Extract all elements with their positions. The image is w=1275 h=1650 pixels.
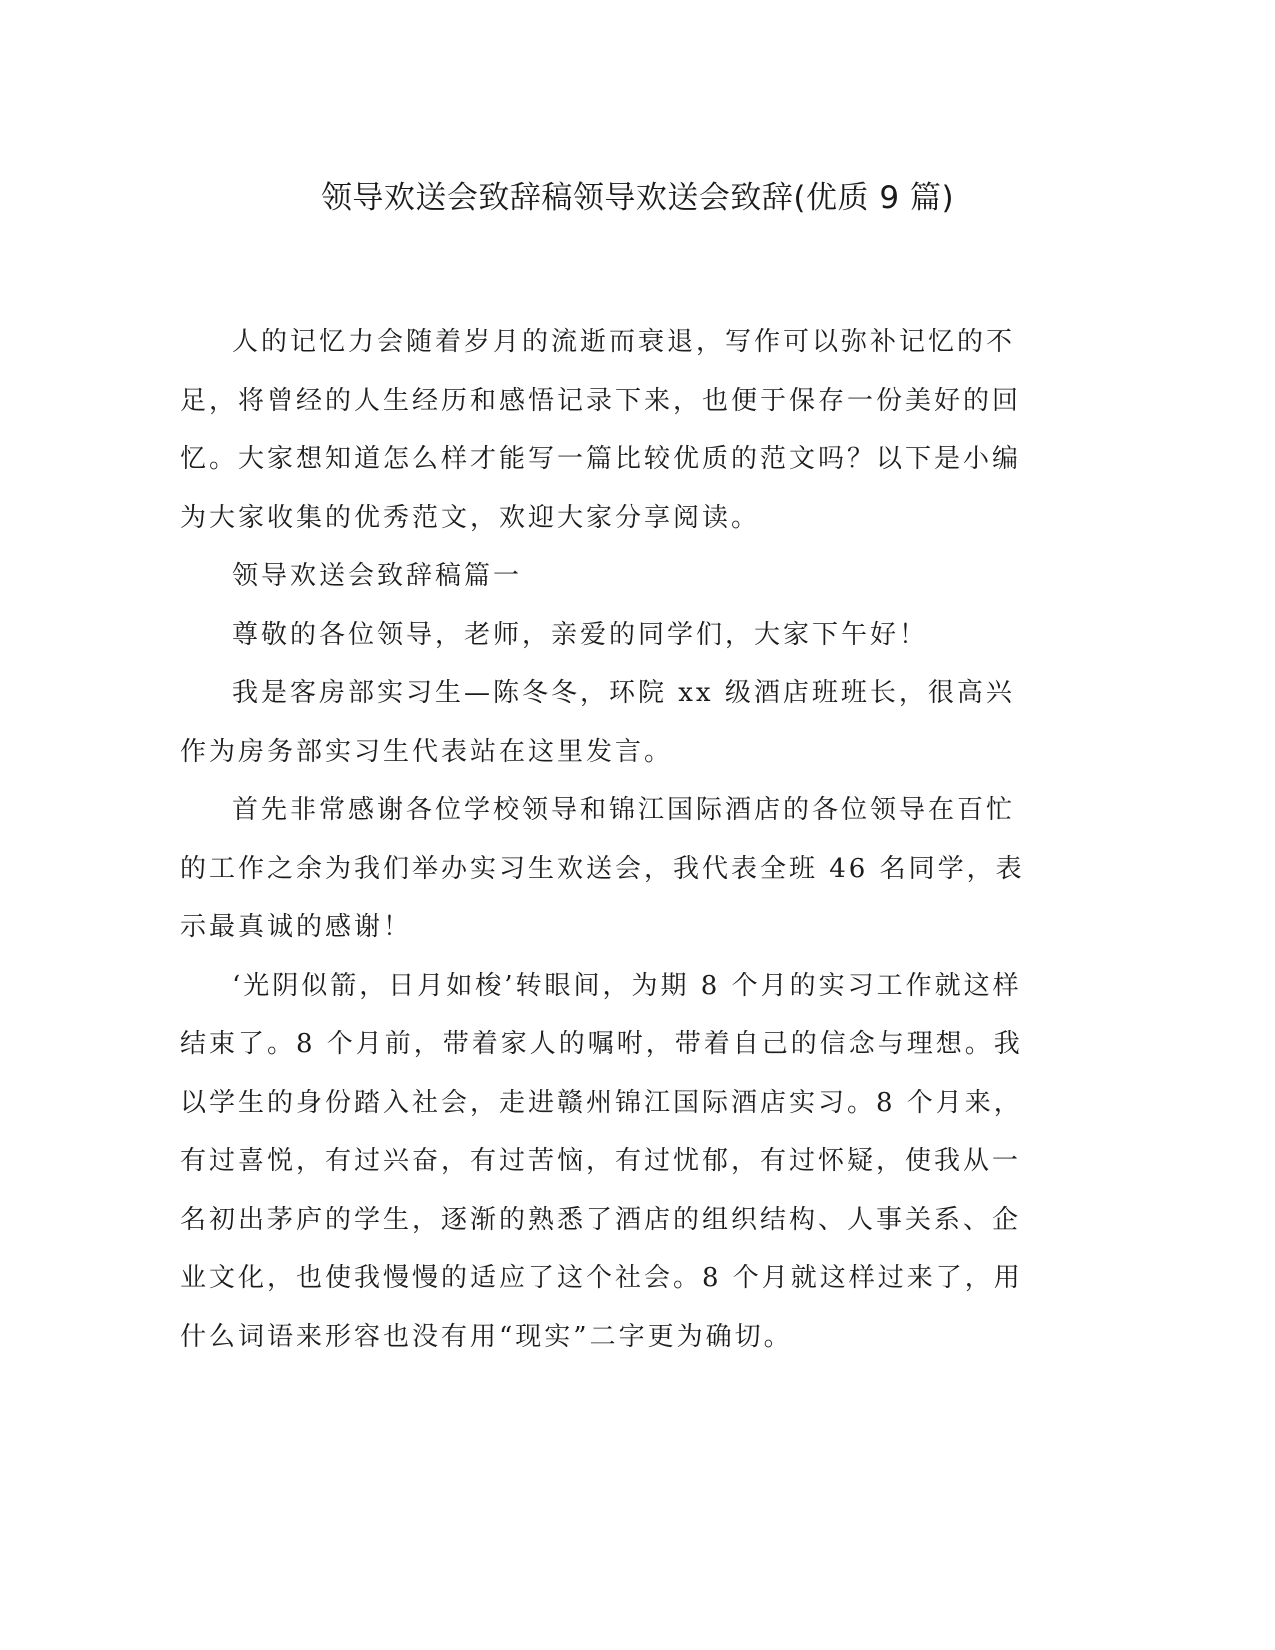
salutation-paragraph: 尊敬的各位领导，老师，亲爱的同学们，大家下午好！ [232,619,929,650]
reflection-paragraph: ‘光阴似箭，日月如梭’转眼间，为期 8 个月的实习工作就这样结束了。8 个月前，带着家人的嘱咐，带着自己的信念与理想。我以学生的身份踏入社会，走进赣州锦江国际酒店实习。8 个月来，有过喜悦，有过兴奋，有过苦恼，有过忧郁，有过怀疑，使我从一名初出茅庐的学生，逐渐的熟悉了酒店的组织结构、人事关系、企业文化，也使我慢慢的适应了这个社会。8 个月就这样过来了，用什么词语来形容也没有用“现实”二字更为确切。 [180,970,1023,1352]
document-title: 领导欢送会致辞稿领导欢送会致辞(优质 9 篇) [320,180,955,216]
intro-paragraph: 人的记忆力会随着岁月的流逝而衰退，写作可以弥补记忆的不足，将曾经的人生经历和感悟记录下来，也便于保存一份美好的回忆。大家想知道怎么样才能写一篇比较优质的范文吗？以下是小编为大家收集的优秀范文，欢迎大家分享阅读。 [180,327,1022,533]
document-body [180,313,1040,1366]
section-heading: 领导欢送会致辞稿篇一 [232,561,523,591]
self-introduction-paragraph: 我是客房部实习生—陈冬冬，环院 xx 级酒店班班长，很高兴作为房务部实习生代表站在这里发言。 [180,678,1015,767]
thanks-paragraph: 首先非常感谢各位学校领导和锦江国际酒店的各位领导在百忙的工作之余为我们举办实习生欢送会，我代表全班 46 名同学，表示最真诚的感谢！ [180,795,1025,942]
